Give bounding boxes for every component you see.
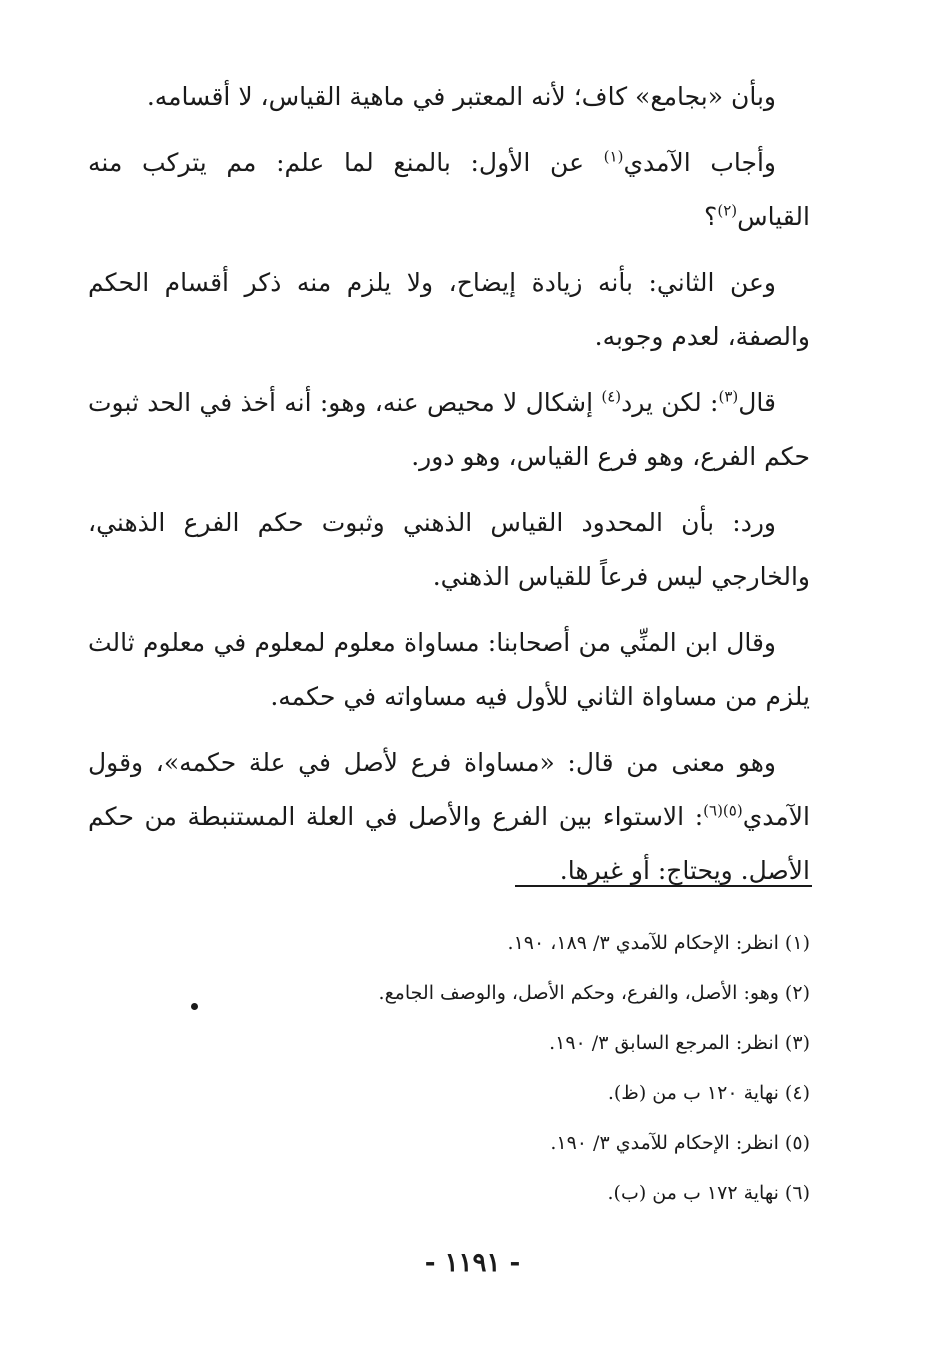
footnote: (٢) وهو: الأصل، والفرع، وحكم الأصل، والوصف الجامع. xyxy=(378,982,810,1004)
paragraph xyxy=(88,376,810,484)
footnote: (١) انظر: الإحكام للآمدي ٣/ ١٨٩، ١٩٠. xyxy=(507,932,810,954)
paragraph-text: وهو معنى من قال: «مساواة فرع لأصل في علة حكمه»، وقول الآمدي xyxy=(88,748,810,831)
footnote-marker: (١) xyxy=(603,147,624,166)
page-number: - ١١٩١ - xyxy=(424,1248,521,1278)
footnote: (٦) نهاية ١٧٢ ب من (ب). xyxy=(607,1182,810,1204)
paragraph xyxy=(88,616,810,724)
paragraph-text: وقال ابن المنِّي من أصحابنا: مساواة معلوم لمعلوم في معلوم ثالث يلزم من مساواة الثاني للأول فيه مساواته في حكمه. xyxy=(88,628,810,711)
footnotes xyxy=(200,918,810,1218)
paragraph-text: : لكن يرد xyxy=(621,388,719,417)
footnote-marker: (٣) xyxy=(718,387,739,406)
paragraph xyxy=(88,256,810,364)
footnote: (٤) نهاية ١٢٠ ب من (ظ). xyxy=(607,1082,810,1104)
footnote-marker: (٢) xyxy=(717,201,738,220)
footnote-separator xyxy=(515,885,812,887)
paragraph-text: : الاستواء بين الفرع والأصل في العلة المستنبطة من حكم الأصل. ويحتاج: أو غيرها. xyxy=(88,802,810,885)
ink-dot xyxy=(191,1003,198,1010)
footnote: (٣) انظر: المرجع السابق ٣/ ١٩٠. xyxy=(549,1032,810,1054)
footnote: (٥) انظر: الإحكام للآمدي ٣/ ١٩٠. xyxy=(550,1132,810,1154)
paragraph xyxy=(88,736,810,898)
paragraph-text: قال xyxy=(738,388,776,417)
footnote-marker: (٤) xyxy=(601,387,622,406)
paragraph xyxy=(88,136,810,244)
paragraph-text: إشكال لا محيص عنه، وهو: أنه أخذ في الحد ثبوت حكم الفرع، وهو فرع القياس، وهو دور. xyxy=(88,388,810,471)
paragraph-text: ورد: بأن المحدود القياس الذهني وثبوت حكم الفرع الذهني، والخارجي ليس فرعاً للقياس الذهني. xyxy=(88,508,810,591)
paragraph-text: وبأن «بجامع» كاف؛ لأنه المعتبر في ماهية القياس، لا أقسامه. xyxy=(146,82,776,111)
paragraph-text: وأجاب الآمدي xyxy=(623,148,777,177)
footnote-marker: (٥)(٦) xyxy=(703,801,743,820)
paragraph-text: ؟ xyxy=(704,202,718,231)
paragraph xyxy=(88,70,810,124)
paragraph xyxy=(88,496,810,604)
paragraph-text: عن الأول: بالمنع لما علم: مم يتركب منه القياس xyxy=(88,148,810,231)
main-text xyxy=(88,70,810,910)
paragraph-text: وعن الثاني: بأنه زيادة إيضاح، ولا يلزم منه ذكر أقسام الحكم والصفة، لعدم وجوبه. xyxy=(88,268,810,351)
